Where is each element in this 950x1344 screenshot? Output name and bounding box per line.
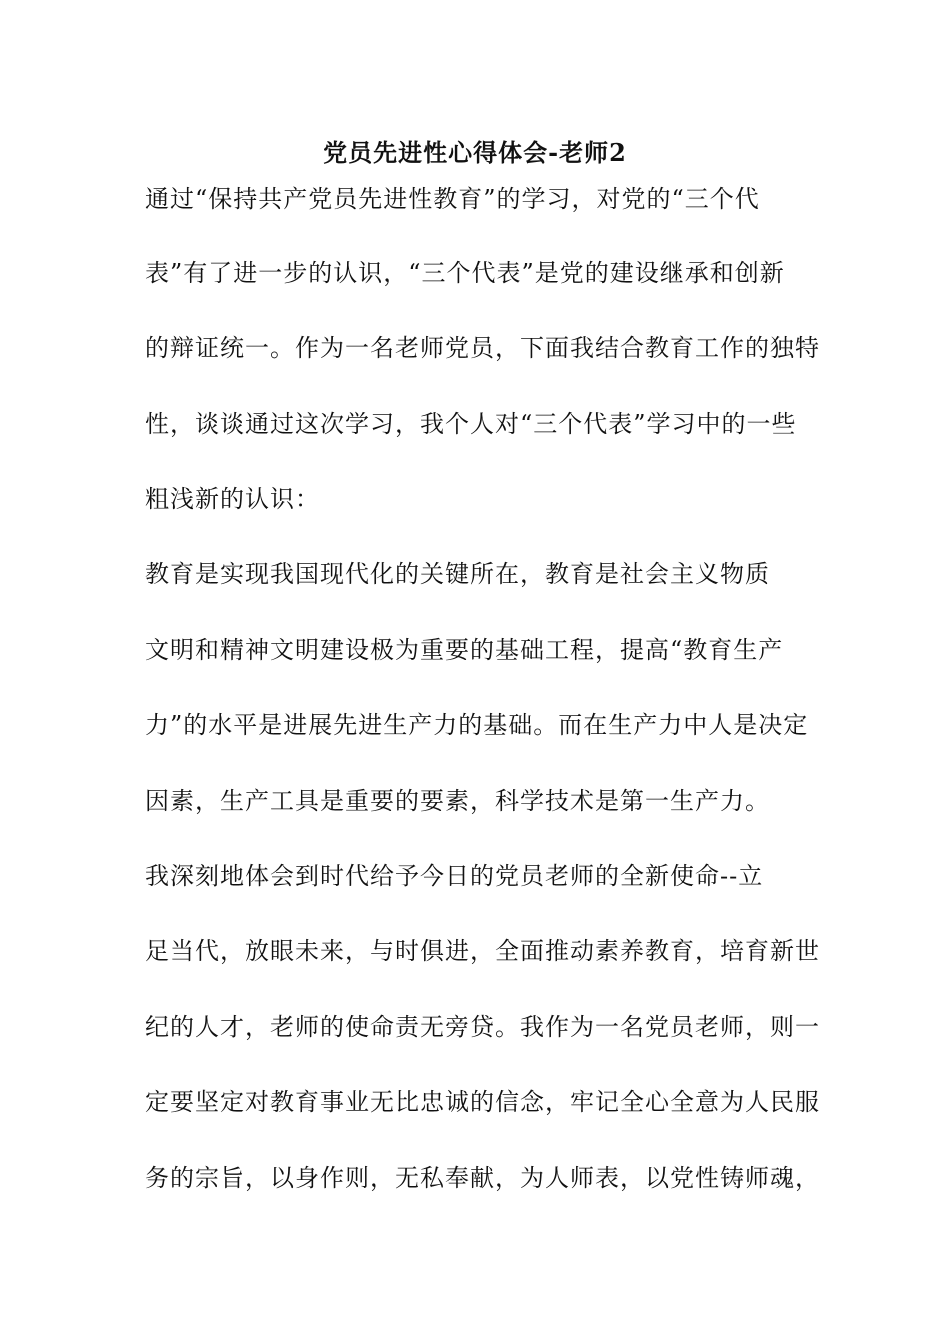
text-line: 文明和精神文明建设极为重要的基础工程，提高“教育生产	[145, 636, 784, 664]
text-line: 的辩证统一。作为一名老师党员，下面我结合教育工作的独特	[145, 334, 820, 362]
text-line: 定要坚定对教育事业无比忠诚的信念，牢记全心全意为人民服	[145, 1088, 820, 1116]
text-line: 纪的人才，老师的使命责无旁贷。我作为一名党员老师，则一	[145, 1013, 820, 1041]
text-line: 足当代，放眼未来，与时俱进，全面推动素养教育，培育新世	[145, 937, 820, 965]
text-line: 务的宗旨，以身作则，无私奉献，为人师表，以党性铸师魂，	[145, 1164, 820, 1192]
text-line: 力”的水平是进展先进生产力的基础。而在生产力中人是决定	[145, 711, 809, 739]
text-line: 粗浅新的认识：	[145, 485, 320, 513]
text-line: 通过“保持共产党员先进性教育”的学习，对党的“三个代	[145, 185, 760, 213]
text-line: 性，谈谈通过这次学习，我个人对“三个代表”学习中的一些	[145, 410, 797, 438]
text-line: 教育是实现我国现代化的关键所在，教育是社会主义物质	[145, 560, 770, 588]
text-line: 因素，生产工具是重要的要素，科学技术是第一生产力。	[145, 787, 770, 815]
document-title: 党员先进性心得体会-老师2	[323, 138, 627, 167]
text-line: 我深刻地体会到时代给予今日的党员老师的全新使命--立	[145, 862, 764, 890]
text-line: 表”有了进一步的认识，“三个代表”是党的建设继承和创新	[145, 259, 785, 287]
